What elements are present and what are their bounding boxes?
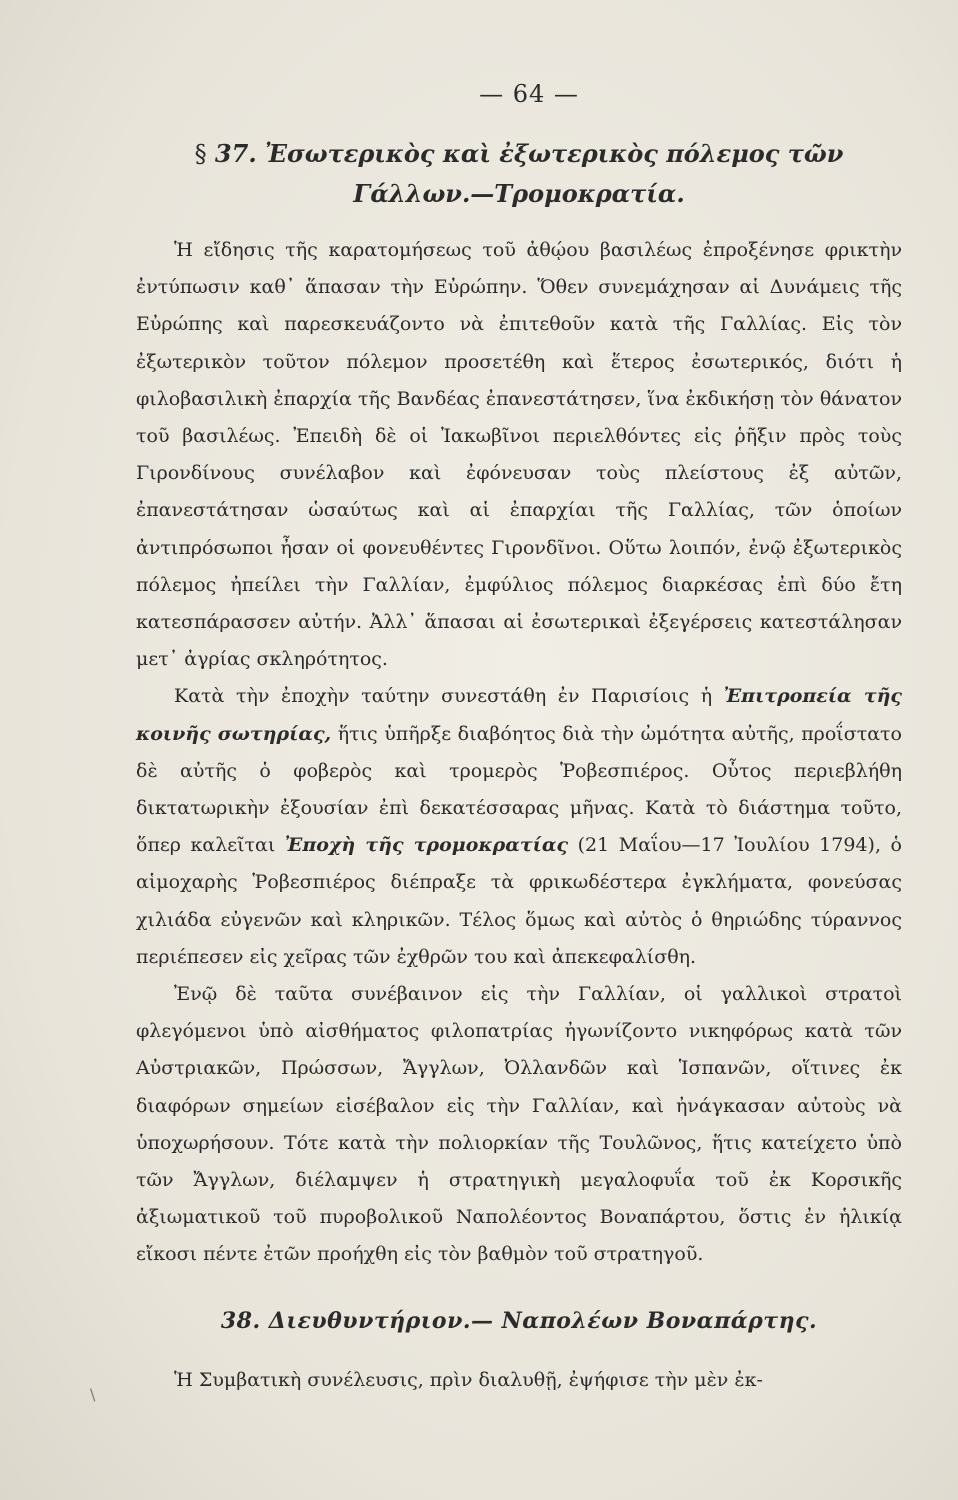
text-run: Ἡ εἴδησις τῆς καρατομήσεως τοῦ ἀθῴου βασιλέως ἐπροξένησε φρικτὴν ἐντύπωσιν καθ᾽ ἅπασαν τὴν Εὐρώπην. Ὅθεν συνεμάχησαν αἱ Δυνάμεις τῆς Εὐρώπης καὶ παρεσκευάζοντο νὰ ἐπιτεθοῦν κατὰ τῆς Γαλλίας. Εἰς τὸν ἐξωτερικὸν τοῦτον πόλεμον προσετέθη καὶ ἕτερος ἐσωτερικός, διότι ἡ φιλοβασιλικὴ ἐπαρχία τῆς Βανδέας ἐπανεστάτησεν, ἵνα ἐκδικήσῃ τὸν θάνατον τοῦ βασιλέως. Ἐπειδὴ δὲ οἱ Ἰακωβῖνοι περιελθόντες εἰς ῥῆξιν πρὸς τοὺς Γιρονδίνους συνέλαβον καὶ ἐφόνευσαν τοὺς πλείστους ἐξ αὐτῶν, ἐπανεστάτησαν ὡσαύτως καὶ αἱ ἐπαρχίαι τῆς Γαλλίας, τῶν ὁποίων ἀντιπρόσωποι ἦσαν οἱ φονευθέντες Γιρονδῖνοι. Οὕτω λοιπόν, ἐνῷ ἐξωτερικὸς πόλεμος ἠπείλει τὴν Γαλλίαν, ἐμφύλιος πόλεμος διαρκέσας ἐπὶ δύο ἔτη κατεσπάρασσεν αὐτήν. Ἀλλ᾽ ἅπασαι αἱ ἐσωτερικαὶ ἐξεγέρσεις κατεστάλησαν μετ᾽ ἀγρίας σκληρότητος.: [136, 239, 902, 671]
paragraph-1: [136, 232, 902, 678]
text-run: Ἐνῷ δὲ ταῦτα συνέβαινον εἰς τὴν Γαλλίαν, οἱ γαλλικοὶ στρατοὶ φλεγόμενοι ὑπὸ αἰσθήματος φιλοπατρίας ἠγωνίζοντο νικηφόρως κατὰ τῶν Αὐστριακῶν, Πρώσσων, Ἄγγλων, Ὀλλανδῶν καὶ Ἱσπανῶν, οἵτινες ἐκ διαφόρων σημείων εἰσέβαλον εἰς τὴν Γαλλίαν, καὶ ἠνάγκασαν αὐτοὺς νὰ ὑποχωρήσουν. Τότε κατὰ τὴν πολιορκίαν τῆς Τουλῶνος, ἥτις κατείχετο ὑπὸ τῶν Ἄγγλων, διέλαμψεν ἡ στρατηγικὴ μεγαλοφυΐα τοῦ ἐκ Κορσικῆς ἀξιωματικοῦ τοῦ πυροβολικοῦ Ναπολέοντος Βοναπάρτου, ὅστις ἐν ἡλικίᾳ εἴκοσι πέντε ἐτῶν προήχθη εἰς τὸν βαθμὸν τοῦ στρατηγοῦ.: [136, 983, 902, 1266]
section-heading-37: [136, 134, 902, 214]
text-run: ἥτις ὑπῆρξε διαβόητος διὰ τὴν ὠμότητα αὐτῆς, προΐστατο δὲ αὐτῆς ὁ φοβερὸς καὶ τρομερὸς Ῥοβεσπιέρος. Οὗτος περιεβλήθη δικτατωρικὴν ἐξουσίαν ἐπὶ δεκατέσσαρας μῆνας. Κατὰ τὸ διάστημα τοῦτο, ὅπερ καλεῖται: [136, 722, 903, 857]
paragraph-last: Ἡ Συμβατικὴ συνέλευσις, πρὶν διαλυθῇ, ἐψήφισε τὴν μὲν ἐκ-: [174, 1368, 763, 1391]
text-run: (21 Μαΐου—17 Ἰουλίου 1794), ὁ αἱμοχαρὴς Ῥοβεσπιέρος διέπραξε τὰ φρικωδέστερα ἐγκλήματα, φονεύσας χιλιάδα εὐγενῶν καὶ κληρικῶν. Τέλος ὅμως καὶ αὐτὸς ὁ θηριώδης τύραννος περιέπεσεν εἰς χεῖρας τῶν ἐχθρῶν του καὶ ἀπεκεφαλίσθη.: [136, 834, 902, 968]
emphasized-term: Ἐπιτροπεία τῆς κοινῆς σωτηρίας,: [136, 685, 902, 745]
paragraph-3: [136, 976, 902, 1274]
text-run: Κατὰ τὴν ἐποχὴν ταύτην συνεστάθη ἐν Παρισίοις ἡ: [174, 685, 724, 708]
section-symbol: §: [194, 140, 207, 168]
paragraph-2: [136, 678, 902, 976]
body-text: [136, 232, 902, 1274]
margin-mark: \: [90, 1385, 96, 1404]
section-title: 37. Ἐσωτερικὸς καὶ ἐξωτερικὸς πόλεμος τῶν Γάλλων.—Τρομοκρατία.: [214, 139, 844, 208]
emphasized-term: Ἐποχὴ τῆς τρομοκρατίας: [284, 834, 569, 857]
page-number: — 64 —: [479, 80, 579, 108]
section-heading-38: 38. Διευθυντήριον.— Ναπολέων Βοναπάρτης.: [220, 1307, 818, 1334]
